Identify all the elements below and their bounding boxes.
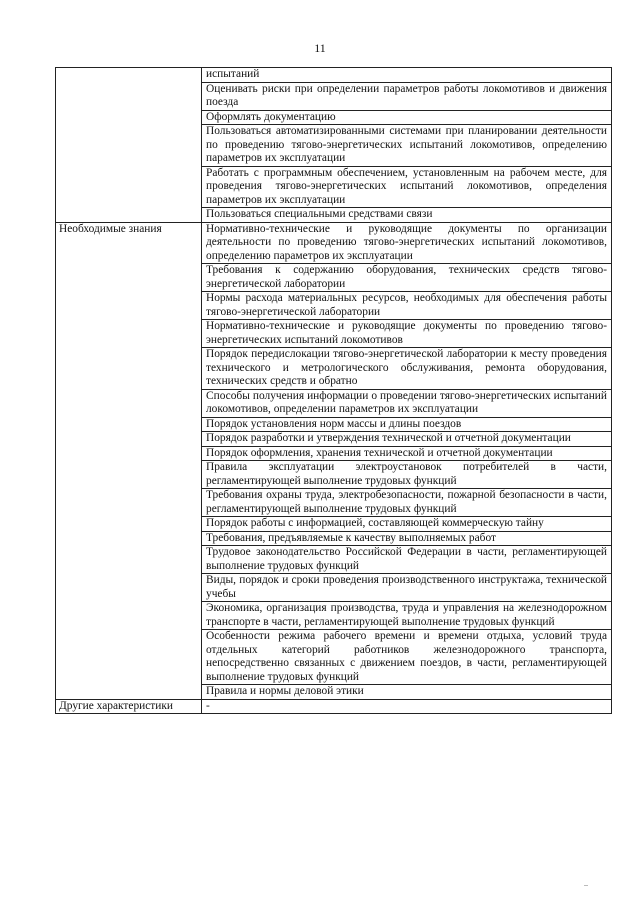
row-content-cell: Особенности режима рабочего времени и времени отдыха, условий труда отдельных категорий работников железнодорожного транспорта, непосредственно связанных с движением поездов, в части, регламентирующей выполнение трудовых функций <box>202 630 612 685</box>
page-number: 11 <box>314 41 326 55</box>
row-content-cell: Порядок установления норм массы и длины поездов <box>202 417 612 432</box>
row-content-cell: Экономика, организация производства, труда и управления на железнодорожном транспорте в части, регламентирующей выполнение трудовых функций <box>202 602 612 630</box>
row-content-cell: Оценивать риски при определении параметров работы локомотивов и движения поезда <box>202 82 612 110</box>
row-content-cell: Порядок оформления, хранения технической и отчетной документации <box>202 446 612 461</box>
row-label-cell <box>56 68 202 223</box>
table-row <box>56 699 612 714</box>
row-content-cell: Нормы расхода материальных ресурсов, необходимых для обеспечения работы тягово-энергетической лаборатории <box>202 292 612 320</box>
row-content-cell: Виды, порядок и сроки проведения производственного инструктажа, технической учебы <box>202 574 612 602</box>
row-content-cell: Пользоваться автоматизированными системами при планировании деятельности по проведению тягово-энергетических испытаний локомотивов, определению параметров их эксплуатации <box>202 125 612 167</box>
row-content-cell: Требования охраны труда, электробезопасности, пожарной безопасности в части, регламентирующей выполнение трудовых функций <box>202 489 612 517</box>
row-content-cell: Порядок разработки и утверждения технической и отчетной документации <box>202 432 612 447</box>
row-content-cell: Оформлять документацию <box>202 110 612 125</box>
row-content-cell: Порядок передислокации тягово-энергетической лаборатории к месту проведения технического и метрологического обслуживания, ремонта оборудования, технических средств и обратно <box>202 348 612 390</box>
row-content-cell: Пользоваться специальными средствами связи <box>202 208 612 223</box>
row-content-cell: Работать с программным обеспечением, установленным на рабочем месте, для проведения тягово-энергетических испытаний локомотивов, определения параметров их эксплуатации <box>202 166 612 208</box>
row-content-cell: Порядок работы с информацией, составляющей коммерческую тайну <box>202 517 612 532</box>
row-label-cell: Другие характеристики <box>56 699 202 714</box>
row-content-cell: Нормативно-технические и руководящие документы по проведению тягово-энергетических испытаний локомотивов <box>202 320 612 348</box>
table-row <box>56 68 612 83</box>
row-content-cell: Способы получения информации о проведении тягово-энергетических испытаний локомотивов, определении параметров их эксплуатации <box>202 389 612 417</box>
row-content-cell: Правила и нормы деловой этики <box>202 685 612 700</box>
row-content-cell: - <box>202 699 612 714</box>
row-content-cell: Требования к содержанию оборудования, технических средств тягово-энергетической лаборатории <box>202 264 612 292</box>
row-content-cell: Трудовое законодательство Российской Федерации в части, регламентирующей выполнение трудовых функций <box>202 546 612 574</box>
competency-table <box>55 67 612 714</box>
row-content-cell: Нормативно-технические и руководящие документы по организации деятельности по проведению тягово-энергетических испытаний локомотивов, определению параметров их эксплуатации <box>202 222 612 264</box>
row-content-cell: Правила эксплуатации электроустановок потребителей в части, регламентирующей выполнение трудовых функций <box>202 461 612 489</box>
row-label-cell: Необходимые знания <box>56 222 202 699</box>
row-content-cell: Требования, предъявляемые к качеству выполняемых работ <box>202 531 612 546</box>
table-row <box>56 222 612 264</box>
row-content-cell: испытаний <box>202 68 612 83</box>
scan-mark <box>584 885 588 889</box>
table-body <box>56 68 612 714</box>
